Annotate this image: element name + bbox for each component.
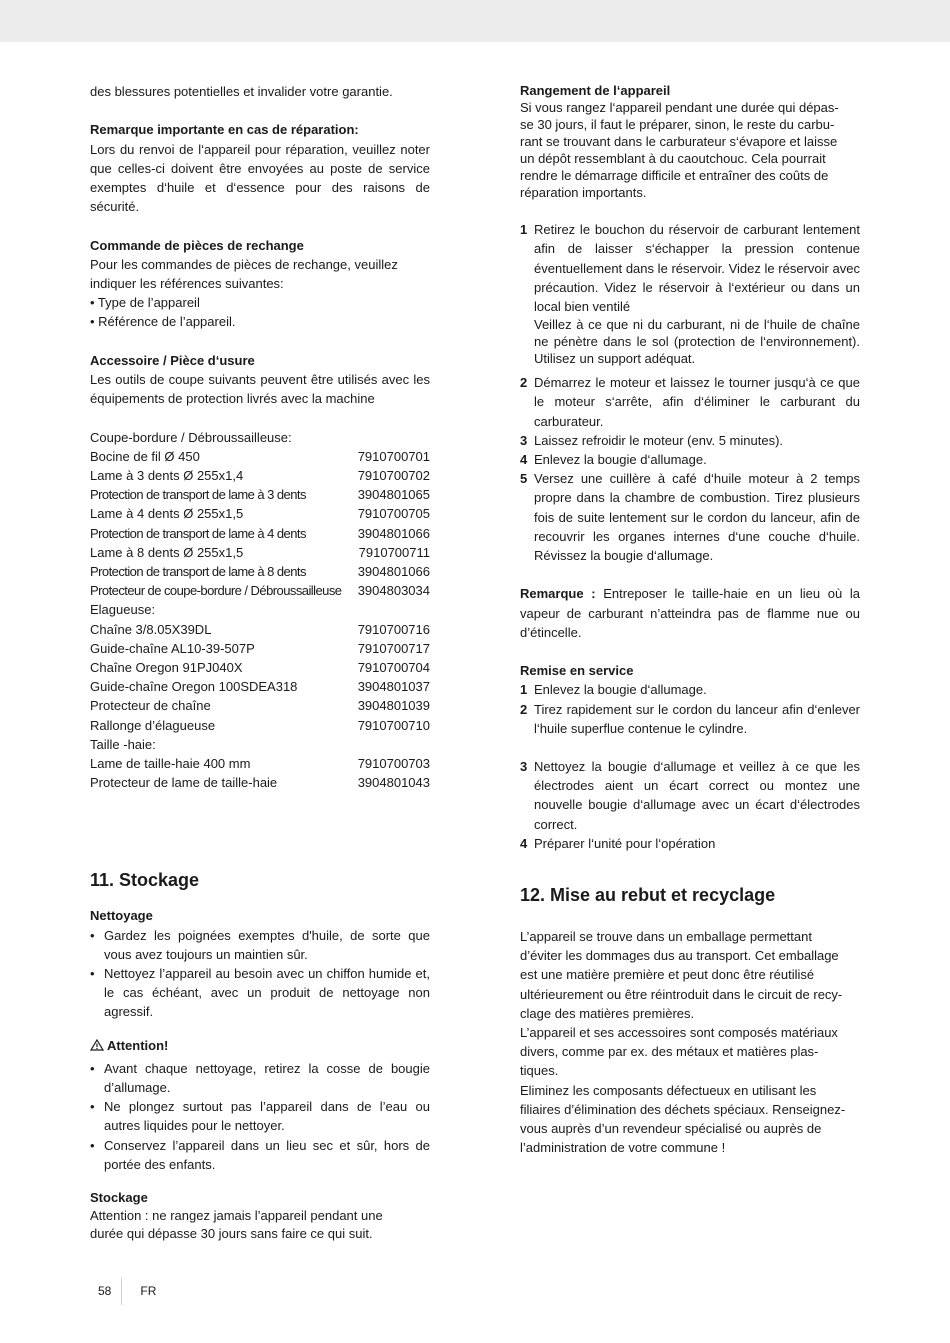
step-text: Démarrez le moteur et laissez le tourner jusqu‘à ce que le moteur s‘arrête, afin d‘éliminer le carburant du carburateur. [534,375,860,429]
group-trimmer: Coupe-bordure / Débroussailleuse: [90,429,292,445]
step-text: Tirez rapidement sur le cordon du lanceur afin d‘enlever l‘huile superflue contenue le cylindre. [534,701,860,736]
part-row [90,543,430,562]
page-footer [90,1278,156,1305]
rangement-heading: Rangement de l‘appareil [520,83,671,98]
part-name: Lame à 4 dents Ø 255x1,5 [90,506,244,522]
cleaning-heading: Nettoyage [90,908,153,924]
step-number: 1 [520,222,528,238]
part-name: Bocine de fil Ø 450 [90,448,200,464]
step-text: Enlevez la bougie d‘allumage. [534,452,707,468]
step-body [534,450,860,469]
part-row [90,447,430,466]
part-name: Rallonge d’élagueuse [90,717,216,733]
part-number: 7910700702 [357,468,430,483]
part-number: 7910700716 [357,621,430,637]
part-row [90,524,430,543]
part-number: 3904801066 [357,564,430,580]
part-row [90,562,430,581]
remise-steps [520,680,860,853]
part-row [90,677,430,696]
step-body [534,700,860,738]
accessory-text: Les outils de coupe suivants peuvent être utilisés avec les équipements de protection livrés avec la machine [90,372,430,407]
part-row [90,504,430,523]
disposal-line: tiques. [520,1063,559,1079]
rangement-line: rant se trouvant dans le carburateur s‘évapore et laisse [520,134,838,149]
bullet-item: • Gardez les poignées exemptes d'huile, de sorte que vous avez toujours un maintien sûr. [90,926,430,964]
part-number: 7910700704 [357,660,430,676]
step-number: 3 [520,432,528,448]
part-number: 3904801037 [357,679,430,695]
part-row [90,716,430,735]
step-text: Laissez refroidir le moteur (env. 5 minutes). [534,432,784,448]
storage-heading: Stockage [90,1190,148,1206]
part-name: Lame de taille-haie 400 mm [90,756,251,772]
step-item [520,700,860,738]
step-item [520,220,860,367]
part-name: Protection de transport de lame à 8 dents [90,564,306,580]
step-item [520,757,860,834]
disposal-line: vous auprès d’un revendeur spécialisé ou auprès de [520,1121,822,1137]
part-number: 3904801039 [357,698,430,714]
part-name: Protection de transport de lame à 4 dents [90,525,306,541]
parts-heading: Commande de pièces de rechange [90,237,304,253]
step-item [520,373,860,431]
step-body [534,431,860,450]
note-text: Entreposer le taille-haie en un lieu où la vapeur de carburant n’atteindra pas de flamme nue ou d’étincelle. [520,586,860,640]
section-12-title: 12. Mise au rebut et recyclage [520,885,776,906]
group-hedge: Taille -haie: [90,736,156,752]
step-text: Nettoyez la bougie d‘allumage et veillez à ce que les électrodes aient un écart correct ou montez une nouvelle bougie d‘allumage avec un écart d‘électrodes correct. [534,759,860,832]
storage-line-1: Attention : ne rangez jamais l’appareil pendant une [90,1208,383,1224]
part-name: Guide-chaîne AL10-39-507P [90,640,255,656]
part-row [90,696,430,715]
cleaning-list [90,926,430,1022]
repair-text: Lors du renvoi de l‘appareil pour réparation, veuillez noter que celles-ci doivent être envoyées au poste de service exemptes d‘huile et d‘essence pour des raisons de sécurité. [90,141,430,215]
part-row [90,639,430,658]
step-body [534,220,860,367]
part-row [90,658,430,677]
step-text: Retirez le bouchon du réservoir de carburant lentement afin de laisser s‘échapper la pression contenue éventuellement dans le réservoir. Videz le réservoir avec précaution. Videz le réservoir à l‘extérieur ou dans un local bien ventilé [534,222,860,314]
part-row [90,466,430,485]
part-row [90,773,430,792]
part-number: 7910700711 [358,544,430,560]
part-number: 7910700705 [357,506,430,522]
disposal-line: filiaires d’élimination des déchets spéciaux. Renseignez- [520,1101,846,1117]
group-pruner: Elagueuse: [90,602,156,618]
part-name: Protecteur de coupe-bordure / Débroussailleuse [90,583,342,599]
part-name: Lame à 8 dents Ø 255x1,5 [90,544,244,560]
parts-item-reference: • Référence de l’appareil. [90,314,236,330]
part-row [90,485,430,504]
disposal-line: ultérieurement ou être réintroduit dans le circuit de recy- [520,986,843,1002]
disposal-line: est une matière première et peut donc être réutilisé [520,967,815,983]
step-extra: Veillez à ce que ni du carburant, ni de l‘huile de chaîne ne pénètre dans le sol (protection de l‘environnement). Utilisez un support adéquat. [534,317,860,367]
part-number: 7910700710 [357,717,430,733]
step-item [520,469,860,565]
parts-line-1: Pour les commandes de pièces de rechange, veuillez [90,256,398,272]
part-name: Chaîne 3/8.05X39DL [90,621,212,637]
disposal-line: Eliminez les composants défectueux en utilisant les [520,1082,817,1098]
step-number: 5 [520,471,528,487]
step-number: 4 [520,452,528,468]
parts-item-type: • Type de l’appareil [90,295,200,311]
part-row [90,620,430,639]
part-name: Protecteur de lame de taille-haie [90,775,278,791]
disposal-line: l’administration de votre commune ! [520,1140,726,1156]
part-name: Chaîne Oregon 91PJ040X [90,660,243,676]
step-item [520,431,860,450]
bullet-item: • Conservez l’appareil dans un lieu sec et sûr, hors de portée des enfants. [90,1136,430,1174]
bullet-item: • Avant chaque nettoyage, retirez la cosse de bougie d’allumage. [90,1059,430,1097]
part-name: Guide-chaîne Oregon 100SDEA318 [90,679,298,695]
attention-list [90,1059,430,1174]
part-number: 7910700717 [357,640,430,656]
step-number: 1 [520,682,528,698]
part-number: 7910700703 [357,756,430,772]
left-column [90,82,430,1243]
parts-line-2: indiquer les références suivantes: [90,276,284,291]
part-row [90,581,430,600]
part-number: 3904801065 [357,487,430,503]
disposal-line: divers, comme par ex. des métaux et matières plas- [520,1044,819,1060]
step-body [534,757,860,834]
step-body [534,373,860,431]
disposal-line: d’éviter les dommages dus au transport. Cet emballage [520,948,839,964]
page-number: 58 [90,1278,122,1305]
bullet-item: • Ne plongez surtout pas l’appareil dans de l’eau ou autres liquides pour le nettoyer. [90,1097,430,1135]
rangement-line: un dépôt ressemblant à du caoutchouc. Cela pourrait [520,151,826,166]
step-item [520,680,860,699]
part-name: Protection de transport de lame à 3 dents [90,487,306,503]
part-number: 7910700701 [357,448,430,464]
disposal-line: clage des matières premières. [520,1005,695,1021]
step-text: Enlevez la bougie d‘allumage. [534,682,707,698]
accessory-table [90,428,430,793]
part-name: Lame à 3 dents Ø 255x1,4 [90,468,244,483]
step-number: 2 [520,701,528,717]
section-11-title: 11. Stockage [90,870,200,891]
part-row [90,754,430,773]
step-item [520,834,860,853]
storage-line-2: durée qui dépasse 30 jours sans faire ce qui suit. [90,1226,373,1242]
step-number: 2 [520,375,528,391]
disposal-text [520,927,860,1157]
bullet-item: • Nettoyez l’appareil au besoin avec un chiffon humide et, le cas échéant, avec un produit de nettoyage non agressif. [90,964,430,1022]
rangement-line: se 30 jours, il faut le préparer, sinon, le reste du carbu- [520,117,835,132]
step-text: Versez une cuillère à café d‘huile moteur à 2 temps propre dans la chambre de combustion. Tirez plusieurs fois de suite lentement sur le cordon du lanceur, afin de recouvrir les organes internes d‘une couche d‘huile. Révissez la bougie d‘allumage. [534,471,860,564]
top-bar [0,0,950,42]
step-body [534,680,860,699]
step-item [520,450,860,469]
step-text: Préparer l‘unité pour l‘opération [534,835,716,851]
accessory-heading: Accessoire / Pièce d‘usure [90,352,255,368]
disposal-line: L’appareil et ses accessoires sont composés matériaux [520,1025,838,1041]
step-number: 3 [520,759,528,775]
part-number: 3904801043 [357,775,430,791]
rangement-line: Si vous rangez l‘appareil pendant une durée qui dépas- [520,100,839,115]
part-name: Protecteur de chaîne [90,698,211,714]
rangement-line: rendre le démarrage difficile et entraîner des coûts de [520,168,829,183]
remise-heading: Remise en service [520,663,634,679]
note-label: Remarque : [520,586,596,602]
part-number: 3904803034 [357,583,430,599]
step-body [534,834,860,853]
disposal-line: L’appareil se trouve dans un emballage permettant [520,929,812,945]
warning-triangle-icon [90,1039,104,1051]
repair-heading: Remarque importante en cas de réparation: [90,122,359,138]
part-number: 3904801066 [357,525,430,541]
attention-heading-text: Attention! [107,1037,169,1053]
step-body [534,469,860,565]
storage-steps [520,220,860,565]
attention-heading [90,1036,430,1055]
right-column [520,82,860,1157]
note [520,584,860,642]
intro-tail: des blessures potentielles et invalider votre garantie. [90,84,393,99]
language-code: FR [140,1284,157,1298]
step-number: 4 [520,835,528,851]
rangement-line: réparation importants. [520,185,647,200]
